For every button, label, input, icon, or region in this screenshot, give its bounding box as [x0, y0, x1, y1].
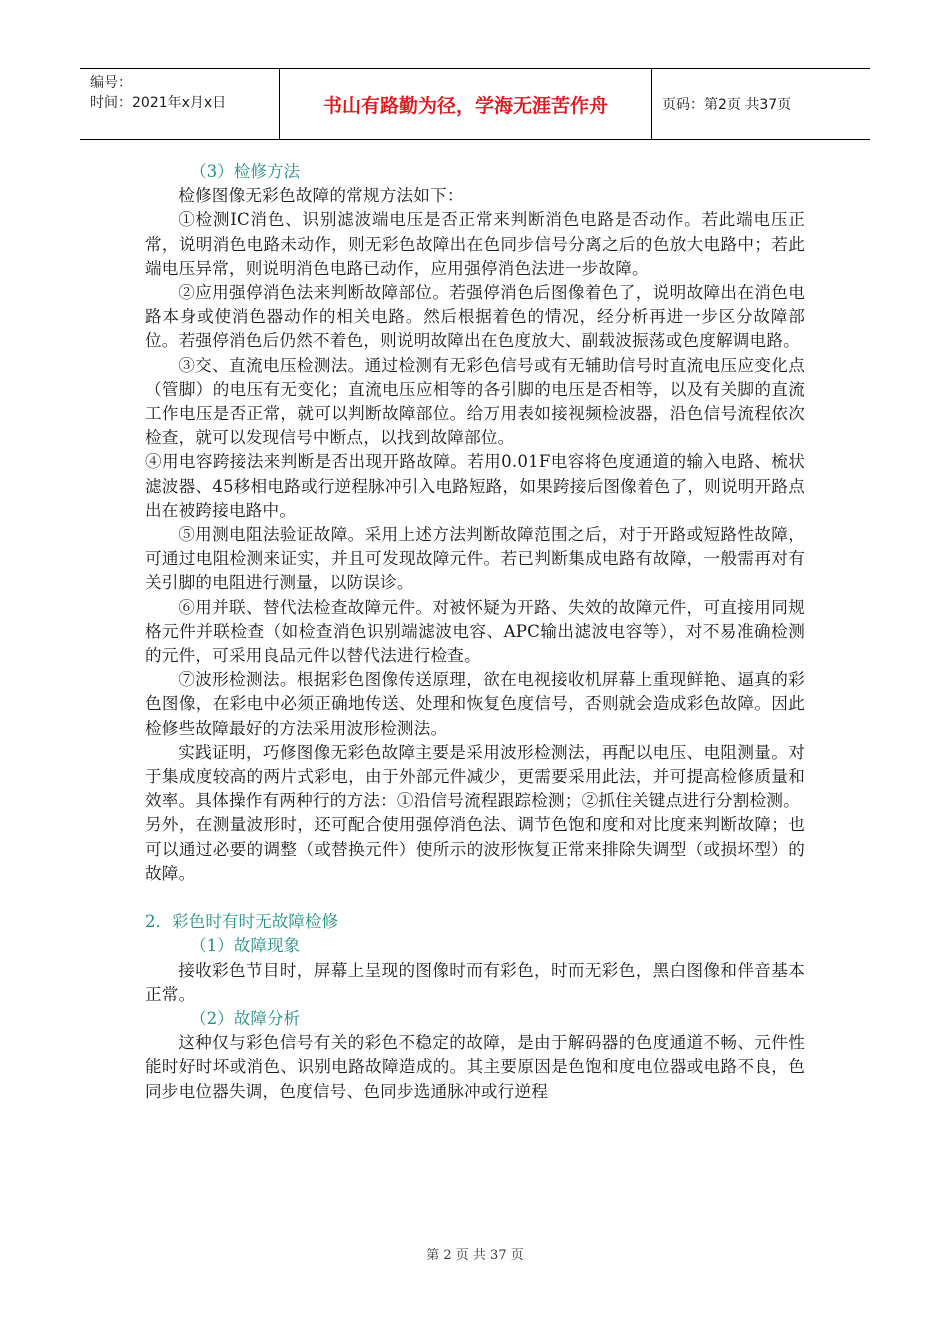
paragraph-8: 实践证明，巧修图像无彩色故障主要是采用波形检测法，再配以电压、电阻测量。对于集成度较高的两片式彩电，由于外部元件减少，更需要采用此法，并可提高检修质量和效率。具体操作有两种行的方法：①沿信号流程跟踪检测；②抓住关键点进行分割检测。: [145, 742, 805, 811]
time-label: 时间：2021年x月x日: [90, 95, 227, 111]
phenomenon-text: 接收彩色节目时，屏幕上呈现的图像时而有彩色，时而无彩色，黑白图像和伴音基本正常。: [145, 960, 805, 1004]
document-header: [80, 68, 870, 140]
paragraph-5: ⑤用测电阻法验证故障。采用上述方法判断故障范围之后，对于开路或短路性故障，可通过电阻检测来证实，并且可发现故障元件。若已判断集成电路有故障，一般需再对有关引脚的电阻进行测量，以防误诊。: [145, 525, 805, 593]
paragraph-1: ①检测IC消色、识别滤波端电压是否正常来判断消色电路是否动作。若此端电压正常，说明消色电路未动作，则无彩色故障出在色同步信号分离之后的色放大电路中；若此端电压异常，则说明消色电路已动作，应用强停消色法进一步故障。: [145, 210, 805, 278]
paragraph-6: ⑥用并联、替代法检查故障元件。对被怀疑为开路、失效的故障元件，可直接用同规格元件并联检查（如检查消色识别端滤波电容、APC输出滤波电容等），对不易准确检测的元件，可采用良品元件以替代法进行检查。: [145, 597, 805, 666]
analysis-text: 这种仅与彩色信号有关的彩色不稳定的故障，是由于解码器的色度通道不畅、元件性能时好时坏或消色、识别电路故障造成的。其主要原因是色饱和度电位器或电路不良，色同步电位器失调，色度信号、色同步选通脉冲或行逆程: [145, 1033, 805, 1101]
analysis-heading: （2）故障分析: [190, 1008, 301, 1028]
paragraph-4: ④用电容跨接法来判断是否出现开路故障。若用0.01F电容将色度通道的输入电路、梳状滤波器、45移相电路或行逆程脉冲引入电路短路，如果跨接后图像着色了，则说明开路点出在被跨接电路中。: [145, 452, 805, 520]
section-gap: [145, 886, 805, 910]
paragraph-9: 另外，在测量波形时，还可配合使用强停消色法、调节色饱和度和对比度来判断故障；也可以通过必要的调整（或替换元件）使所示的波形恢复正常来排除失调型（或损坏型）的故障。: [145, 815, 805, 883]
header-meta: [80, 69, 280, 139]
paragraph-7: ⑦波形检测法。根据彩色图像传送原理，欲在电视接收机屏幕上重现鲜艳、逼真的彩色图像，在彩电中必须正确地传送、处理和恢复色度信号，否则就会造成彩色故障。因此检修些故障最好的方法采用波形检测法。: [145, 670, 805, 738]
phenomenon-heading: （1）故障现象: [190, 936, 301, 956]
header-page-label: 页码：第2页 共37页: [662, 97, 792, 113]
header-motto: 书山有路勤为径，学海无涯苦作舟: [280, 69, 652, 139]
page-footer: 第 2 页 共 37 页: [426, 1248, 524, 1263]
number-label: 编号：: [90, 75, 132, 91]
method-intro: 检修图像无彩色故障的常规方法如下：: [178, 186, 464, 206]
method-heading: （3）检修方法: [190, 162, 301, 181]
section-2-heading: 2．彩色时有时无故障检修: [145, 912, 339, 932]
paragraph-3: ③交、直流电压检测法。通过检测有无彩色信号或有无辅助信号时直流电压应变化点（管脚）的电压有无变化；直流电压应相等的各引脚的电压是否相等，以及有关脚的直流工作电压是否正常，就可以判断故障部位。给万用表如接视频检波器，沿色信号流程依次检查，就可以发现信号中断点，以找到故障部位。: [145, 355, 805, 448]
paragraph-2: ②应用强停消色法来判断故障部位。若强停消色后图像着色了，说明故障出在消色电路本身或使消色器动作的相关电路。然后根据着色的情况，经分析再进一步区分故障部位。若强停消色后仍然不着色，则说明故障出在色度放大、副载波振荡或色度解调电路。: [145, 283, 805, 351]
document-body: [145, 160, 805, 1104]
